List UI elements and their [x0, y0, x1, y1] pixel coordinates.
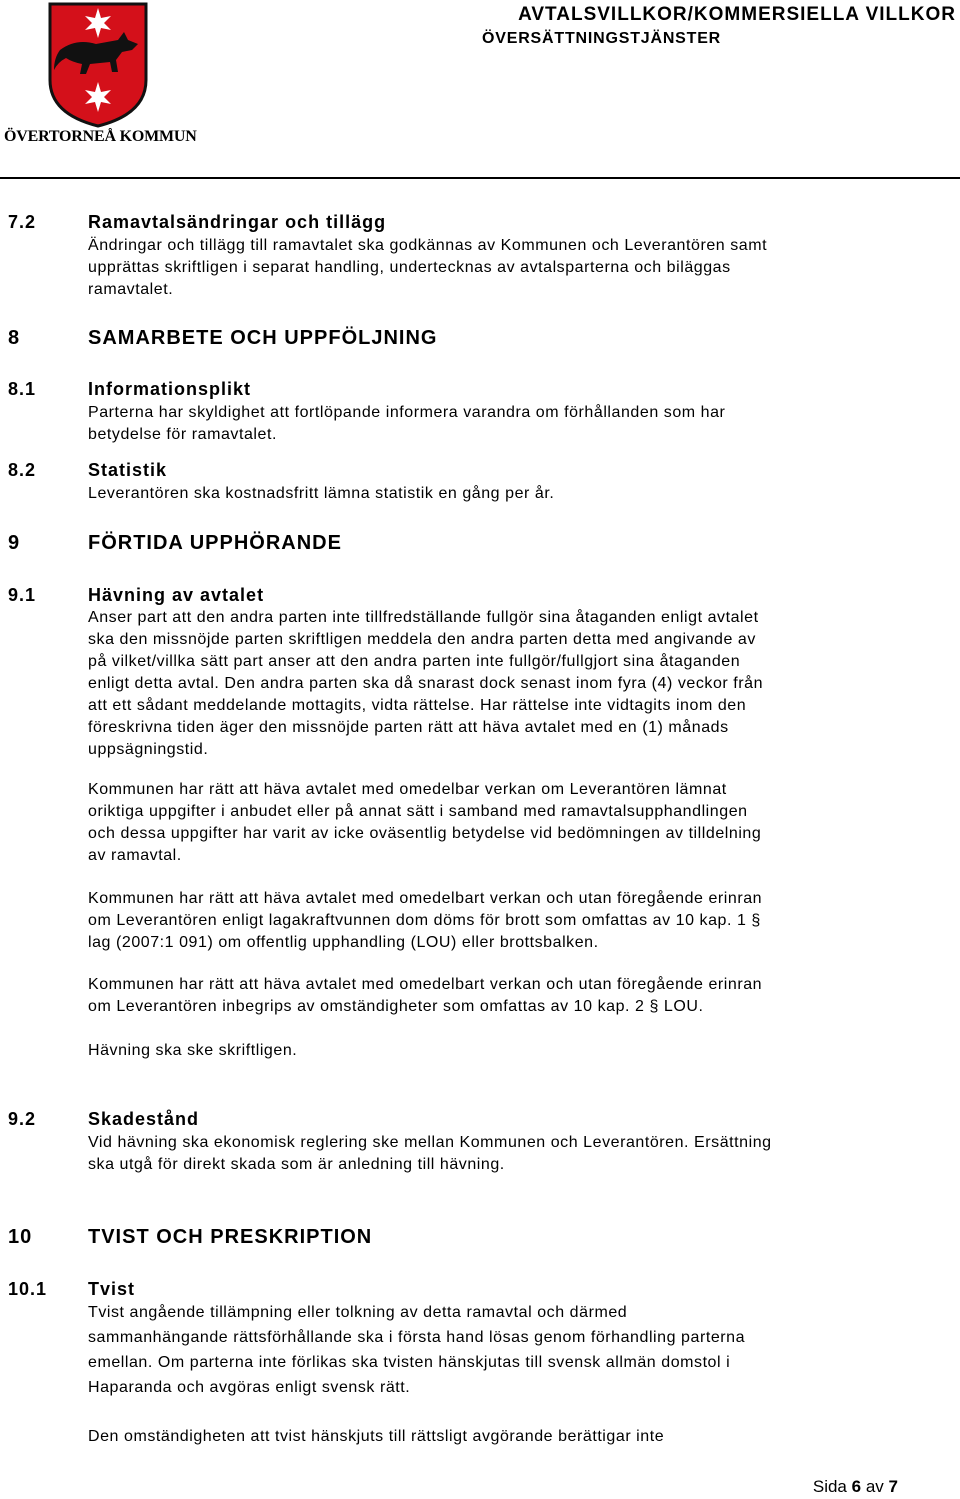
section-title-9-2: Skadestånd	[88, 1109, 200, 1129]
text-line: Leverantören ska kostnadsfritt lämna statistik en gång per år.	[88, 485, 555, 502]
section-number-8-1: 8.1	[8, 379, 37, 399]
section-title-9-1: Hävning av avtalet	[88, 585, 265, 605]
text-line: uppsägningstid.	[88, 741, 209, 758]
text-line: upprättas skriftligen i separat handling, undertecknas av avtalsparterna och biläggas	[88, 259, 731, 276]
municipality-logo	[0, 0, 200, 150]
text-line: Kommunen har rätt att häva avtalet med omedelbart verkan och utan föregående erinran	[88, 976, 763, 993]
document-title: AVTALSVILLKOR/KOMMERSIELLA VILLKOR	[518, 4, 956, 25]
section-number-10-1: 10.1	[8, 1279, 48, 1299]
text-line: ska utgå för direkt skada som är anledning till hävning.	[88, 1156, 505, 1173]
section-body-8-2	[88, 483, 908, 505]
text-line: om Leverantören inbegrips av omständigheter som omfattas av 10 kap. 2 § LOU.	[88, 998, 704, 1015]
section-title-9: FÖRTIDA UPPHÖRANDE	[88, 532, 342, 554]
section-body-9-1-para3	[88, 888, 908, 954]
section-body-8-1	[88, 402, 908, 446]
coat-of-arms-icon	[46, 2, 150, 128]
text-line: på vilket/villka sätt part anser att den andra parten inte fullgör/fullgjort sina åtaganden	[88, 653, 741, 670]
page-indicator	[813, 1477, 898, 1497]
text-line: lag (2007:1 091) om offentlig upphandling (LOU) eller brottsbalken.	[88, 934, 599, 951]
text-line: ramavtalet.	[88, 281, 174, 298]
text-line: betydelse för ramavtalet.	[88, 426, 277, 443]
text-line: enligt detta avtal. Den andra parten ska då snarast dock senast inom fyra (4) veckor från	[88, 675, 764, 692]
section-body-7-2	[88, 235, 908, 301]
text-line: att ett sådant meddelande mottagits, vidta rättelse. Har rättelse inte vidtagits inom den	[88, 697, 747, 714]
section-title-8: SAMARBETE OCH UPPFÖLJNING	[88, 327, 438, 349]
section-number-7-2: 7.2	[8, 212, 37, 232]
municipality-name: ÖVERTORNEÅ KOMMUN	[4, 128, 197, 145]
text-line: Parterna har skyldighet att fortlöpande informera varandra om förhållanden som har	[88, 404, 726, 421]
section-number-9: 9	[8, 532, 21, 554]
text-line: om Leverantören enligt lagakraftvunnen dom döms för brott som omfattas av 10 kap. 1 §	[88, 912, 761, 929]
text-line: Haparanda och avgöras enligt svensk rätt.	[88, 1379, 411, 1396]
section-body-9-1-para4	[88, 974, 908, 1018]
section-title-10: TVIST OCH PRESKRIPTION	[88, 1226, 373, 1248]
section-title-10-1: Tvist	[88, 1279, 136, 1299]
text-line: Tvist angående tillämpning eller tolkning av detta ramavtal och därmed	[88, 1304, 628, 1321]
section-body-9-1-para1	[88, 607, 908, 761]
section-body-10-1	[88, 1300, 908, 1400]
section-body-9-2	[88, 1132, 908, 1176]
text-line: Anser part att den andra parten inte tillfredställande fullgör sina åtaganden enligt avtalet	[88, 609, 759, 626]
section-title-8-2: Statistik	[88, 460, 168, 480]
text-line: oriktiga uppgifter i anbudet eller på annat sätt i samband med ramavtalsupphandlingen	[88, 803, 748, 820]
header-divider	[0, 177, 960, 179]
text-line: Kommunen har rätt att häva avtalet med omedelbar verkan om Leverantören lämnat	[88, 781, 727, 798]
section-number-10: 10	[8, 1226, 33, 1248]
section-title-7-2: Ramavtalsändringar och tillägg	[88, 212, 387, 232]
text-line: ska den missnöjde parten skriftligen meddela den andra parten detta med angivande av	[88, 631, 756, 648]
section-body-10-1-continued	[88, 1426, 908, 1448]
section-number-8: 8	[8, 327, 21, 349]
text-line: Hävning ska ske skriftligen.	[88, 1042, 298, 1059]
text-line: Ändringar och tillägg till ramavtalet ska godkännas av Kommunen och Leverantören samt	[88, 237, 768, 254]
page-total: 7	[888, 1477, 898, 1496]
section-number-9-2: 9.2	[8, 1109, 37, 1129]
section-number-8-2: 8.2	[8, 460, 37, 480]
section-title-8-1: Informationsplikt	[88, 379, 252, 399]
text-line: emellan. Om parterna inte förlikas ska tvisten hänskjutas till svensk allmän domstol i	[88, 1354, 731, 1371]
text-line: Den omständigheten att tvist hänskjuts till rättsligt avgörande berättigar inte	[88, 1428, 665, 1445]
section-number-9-1: 9.1	[8, 585, 37, 605]
section-body-9-1-para2	[88, 779, 908, 867]
text-line: av ramavtal.	[88, 847, 182, 864]
text-line: Vid hävning ska ekonomisk reglering ske mellan Kommunen och Leverantören. Ersättning	[88, 1134, 772, 1151]
page-label: Sida	[812, 1477, 847, 1496]
text-line: föreskrivna tiden äger den missnöjde parten rätt att häva avtalet med en (1) månads	[88, 719, 729, 736]
section-body-9-1-para5	[88, 1040, 908, 1062]
text-line: sammanhängande rättsförhållande ska i första hand lösas genom förhandling parterna	[88, 1329, 746, 1346]
page-of-label: av	[865, 1477, 884, 1496]
document-subtitle: ÖVERSÄTTNINGSTJÄNSTER	[482, 30, 722, 47]
page-number: 6	[851, 1477, 862, 1496]
text-line: Kommunen har rätt att häva avtalet med omedelbart verkan och utan föregående erinran	[88, 890, 763, 907]
text-line: och dessa uppgifter har varit av icke oväsentlig betydelse vid bedömningen av tilldelning	[88, 825, 762, 842]
